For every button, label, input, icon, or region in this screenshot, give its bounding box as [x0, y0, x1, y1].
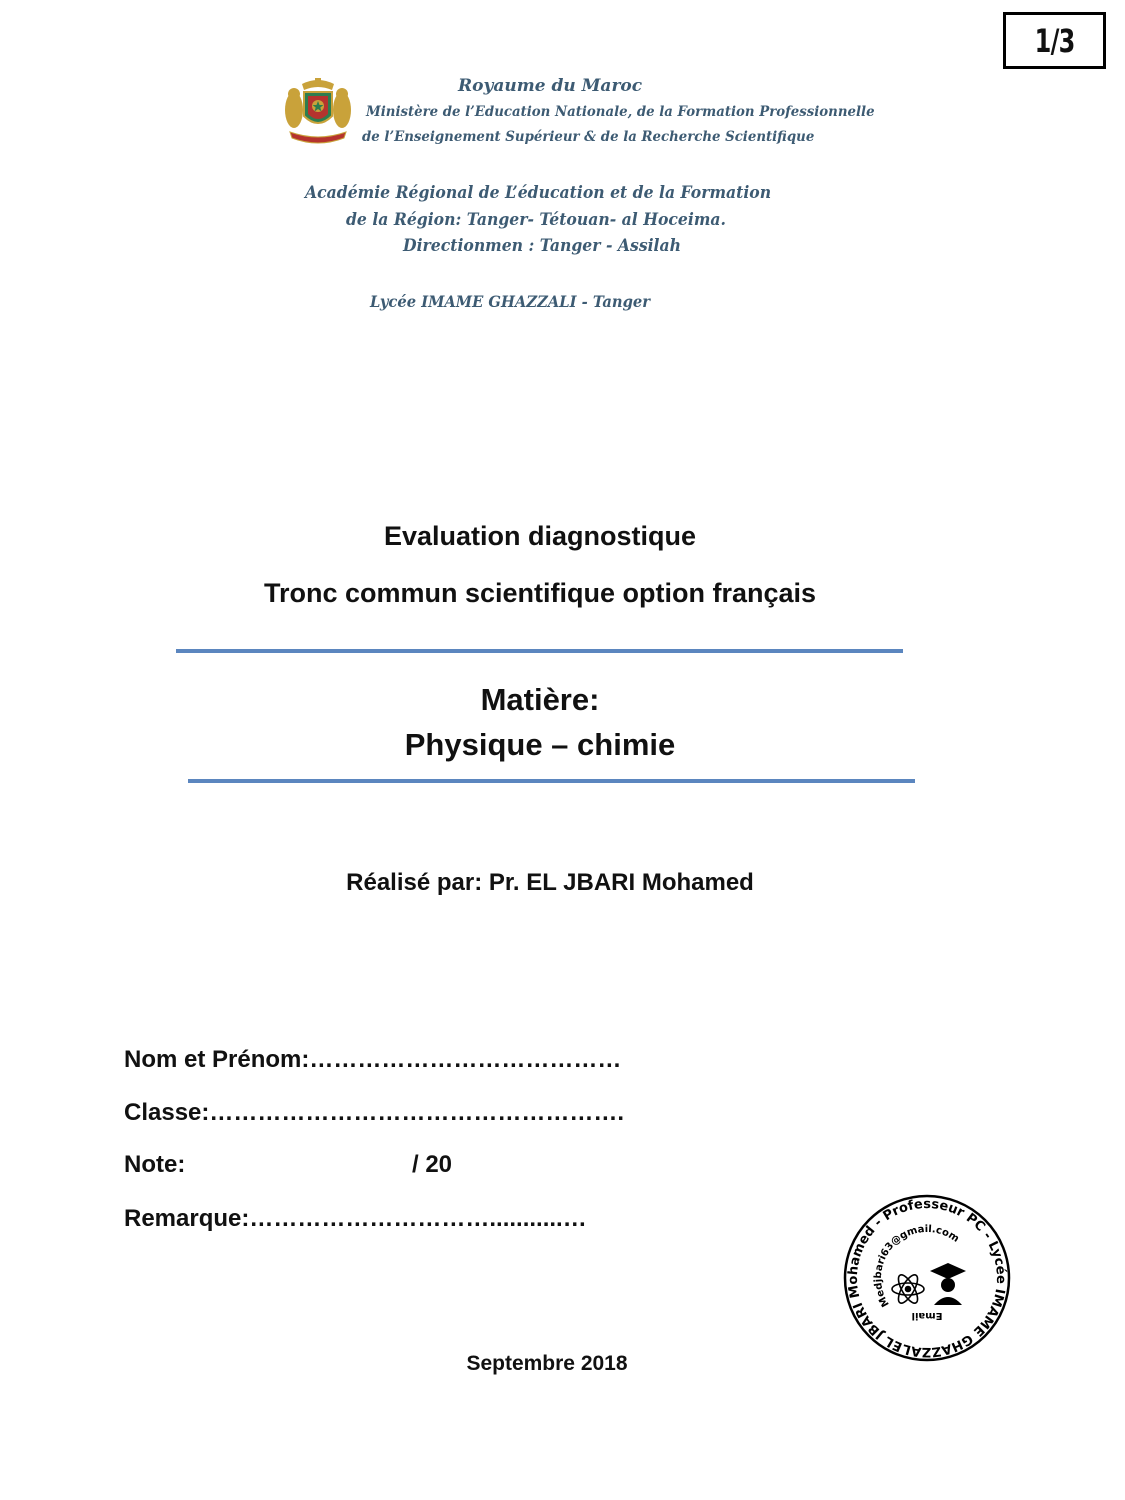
stamp-email-label: Email [911, 1310, 943, 1321]
divider-bottom [188, 779, 915, 783]
atom-icon [892, 1272, 924, 1306]
classe-field: Classe:……………………………………………. [124, 1099, 625, 1126]
document-date: Septembre 2018 [466, 1352, 628, 1375]
nom-prenom-field: Nom et Prénom:………………………………… [124, 1046, 622, 1073]
teacher-stamp [842, 1193, 1012, 1363]
page-number-box [1003, 12, 1106, 69]
svg-text:EL JBARI Mohamed - Professeur [842, 1193, 1012, 1363]
header-ministere-line2: de l’Enseignement Supérieur & de la Recherche Scientifique [362, 129, 815, 145]
niveau-title: Tronc commun scientifique option français [263, 578, 817, 608]
matiere-name: Physique – chimie [404, 727, 676, 762]
evaluation-title: Evaluation diagnostique [383, 521, 697, 551]
header-lycee: Lycée IMAME GHAZZALI - Tanger [370, 292, 651, 311]
page-number: 1/3 [1034, 21, 1075, 60]
header-academie-line2: de la Région: Tanger- Tétouan- al Hoceima. [346, 210, 726, 230]
graduate-icon [930, 1263, 966, 1305]
stamp-ring-text: EL JBARI Mohamed - Professeur PC - Lycée IMAME GHAZZALI [845, 1196, 1009, 1360]
remarque-field: Remarque:…………………………...........… [124, 1205, 587, 1232]
matiere-label: Matière: [480, 682, 600, 717]
note-label: Note: [124, 1151, 186, 1178]
header-academie-line3: Directionmen : Tanger - Assilah [403, 236, 682, 256]
divider-top [176, 649, 903, 653]
coat-of-arms-logo [282, 76, 354, 148]
header-ministere-line1: Ministère de l’Education Nationale, de la Formation Professionnelle [366, 104, 875, 120]
header-academie-line1: Académie Régional de L’éducation et de la Formation [305, 183, 772, 203]
header-royaume: Royaume du Maroc [458, 76, 643, 96]
author-line: Réalisé par: Pr. EL JBARI Mohamed [346, 869, 754, 896]
note-total: / 20 [412, 1151, 453, 1178]
stamp-email: Medjbari63@gmail.com [872, 1223, 961, 1309]
